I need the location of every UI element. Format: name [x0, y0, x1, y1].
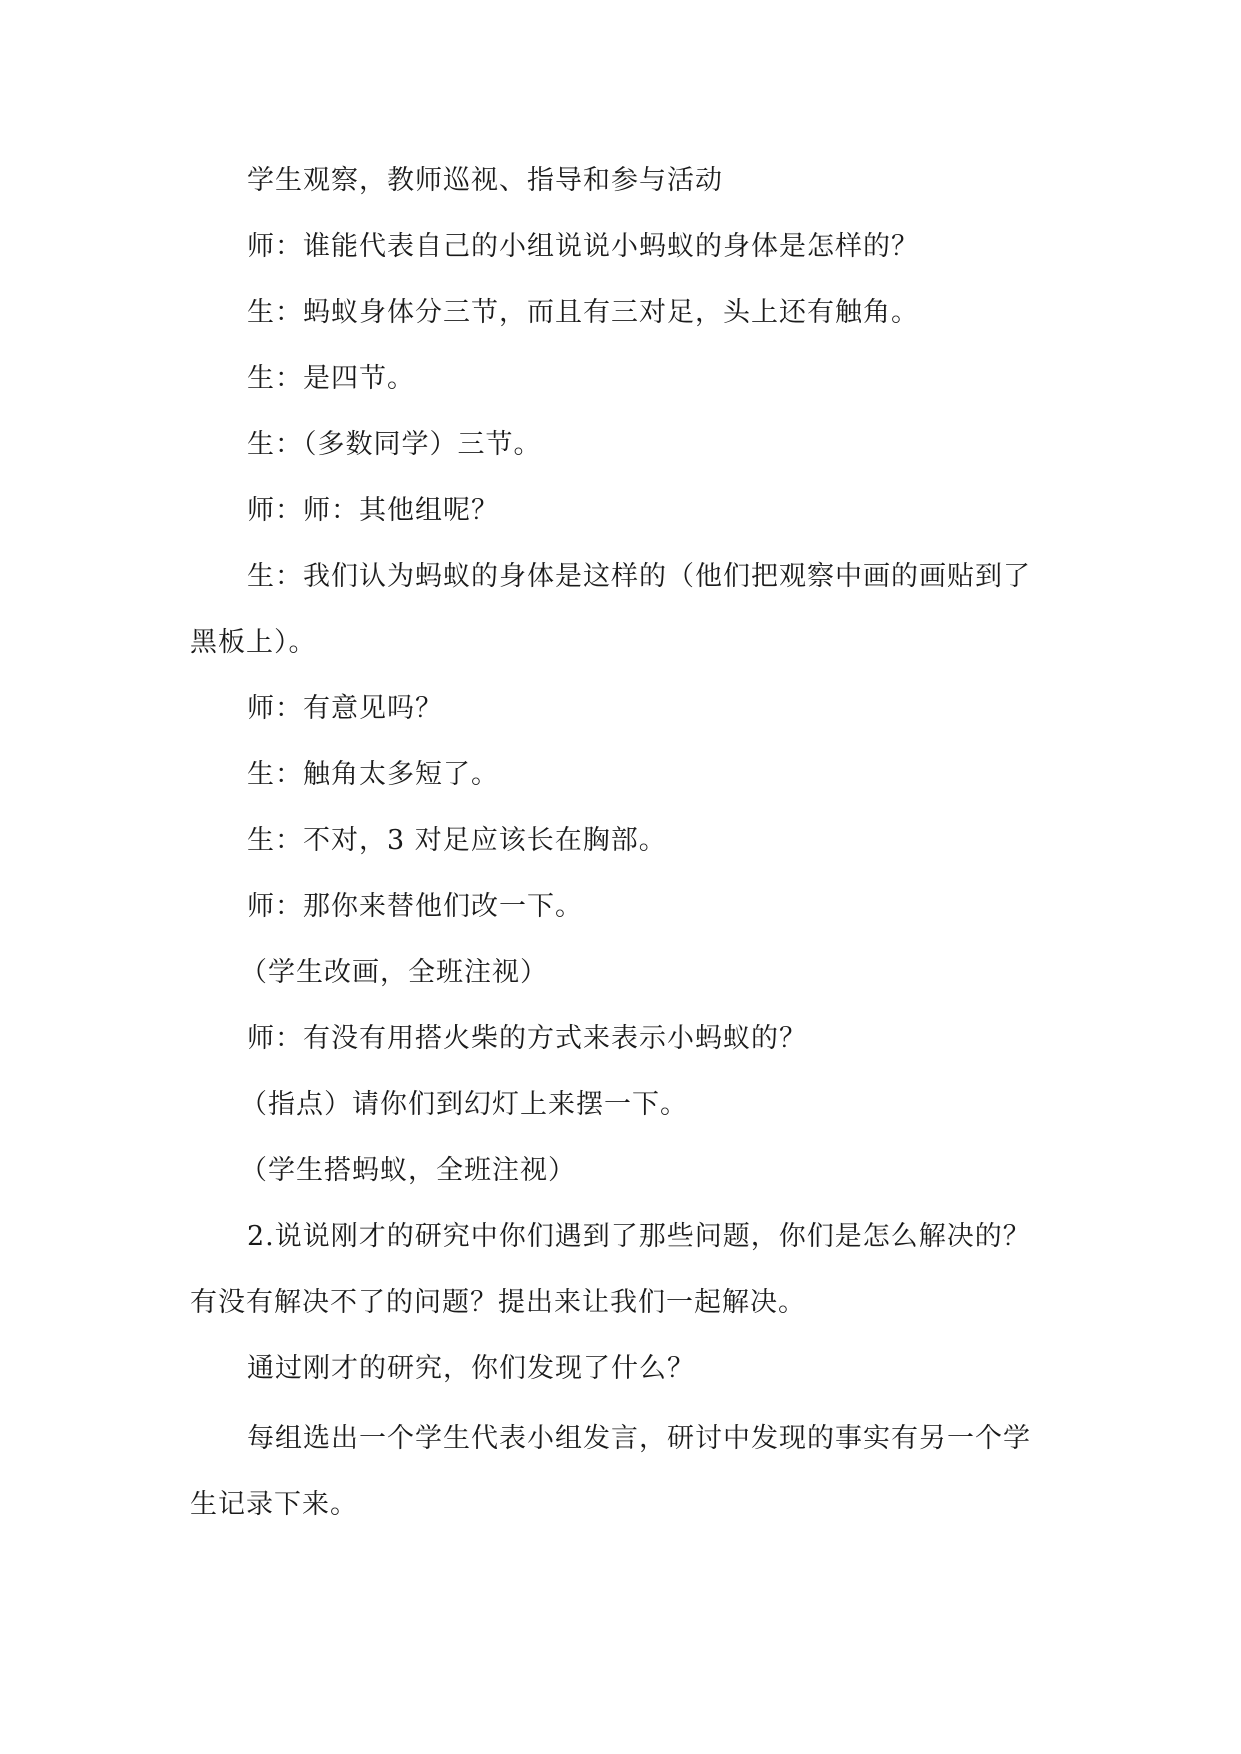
paragraph-line: 生：蚂蚁身体分三节，而且有三对足，头上还有触角。	[247, 297, 919, 328]
paragraph-line: 2.说说刚才的研究中你们遇到了那些问题，你们是怎么解决的？	[247, 1221, 1031, 1252]
paragraph-line: （学生改画，全班注视）	[240, 957, 548, 988]
paragraph-line: 生：是四节。	[247, 363, 415, 394]
paragraph-line: 师：师：其他组呢？	[247, 495, 499, 526]
paragraph-line: 师：有意见吗？	[247, 693, 443, 724]
paragraph-line: （指点）请你们到幻灯上来摆一下。	[240, 1089, 688, 1120]
paragraph-line: （学生搭蚂蚁，全班注视）	[240, 1155, 576, 1186]
paragraph-line: 每组选出一个学生代表小组发言，研讨中发现的事实有另一个学	[247, 1423, 1031, 1454]
paragraph-line: 师：那你来替他们改一下。	[247, 891, 583, 922]
paragraph-line: 生：（多数同学）三节。	[247, 429, 542, 460]
paragraph-line: 生：触角太多短了。	[247, 759, 499, 790]
paragraph-line: 师：有没有用搭火柴的方式来表示小蚂蚁的？	[247, 1023, 807, 1054]
paragraph-line: 黑板上）。	[190, 627, 317, 658]
paragraph-line: 生：不对，3 对足应该长在胸部。	[247, 825, 667, 856]
paragraph-line: 生记录下来。	[190, 1489, 358, 1520]
paragraph-line: 有没有解决不了的问题？提出来让我们一起解决。	[190, 1287, 806, 1318]
paragraph-line: 生：我们认为蚂蚁的身体是这样的（他们把观察中画的画贴到了	[247, 561, 1031, 592]
paragraph-line: 学生观察，教师巡视、指导和参与活动	[247, 165, 723, 196]
paragraph-line: 师：谁能代表自己的小组说说小蚂蚁的身体是怎样的？	[247, 231, 919, 262]
paragraph-line: 通过刚才的研究，你们发现了什么？	[247, 1353, 695, 1384]
